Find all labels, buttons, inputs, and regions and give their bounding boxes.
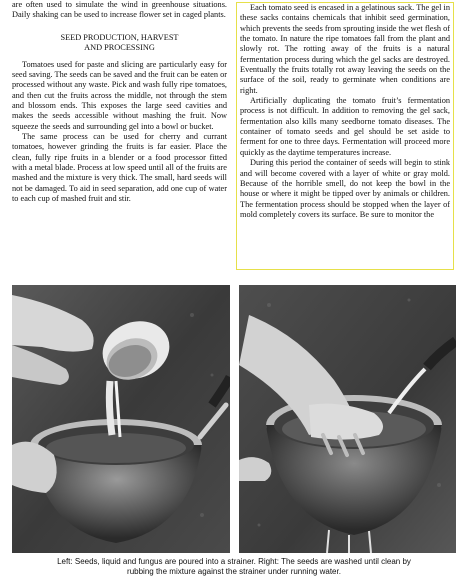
left-text-column [12, 0, 227, 205]
heading-line-1: SEED PRODUCTION, HARVEST [60, 32, 179, 42]
caption-line-1: Left: Seeds, liquid and fungus are poured into a strainer. Right: The seeds are washed until clean by [57, 557, 411, 566]
photo-washing-seeds [239, 285, 456, 553]
caption-line-2: rubbing the mixture against the strainer under running water. [127, 567, 341, 576]
paragraph-cherry-tomatoes: The same process can be used for cherry and currant tomatoes, however grinding the fruits is far easier. Place the clean, fully ripe fruits in a blender or a food processor fitted with a metal blade. Process at low speed until all of the fruits are mashed and the mixture is very thick. The small, hard seeds will not be damaged. To aid in seed separation, add one cup of water to each cup of mashed fruit and stir. [12, 132, 227, 204]
paragraph-fermentation: Artificially duplicating the tomato fruit’s fermentation process is not difficult. In addition to removing the gel sack, fermentation also kills many seedborne tomato diseases. The container of tomato seeds and gel should be set aside to ferment for one to three days. Fermentation will proceed more quickly as the daytime temperatures increase. [240, 96, 450, 157]
photo-pouring-into-strainer [12, 285, 230, 553]
paragraph-paste-tomatoes: Tomatoes used for paste and slicing are particularly easy for seed saving. The seeds can be saved and the fruit can be eaten or processed without any waste. Pick and wash fully ripe tomatoes, and then cut the fruits across the middle, not through the stem and blossom ends. This exposes the large seed cavities and makes the seeds accessible without mashing the fruit. Now squeeze the seeds and surrounding gel into a bowl or bucket. [12, 59, 227, 131]
washing-photo-graphic [239, 285, 456, 553]
paragraph-mold: During this period the container of seeds will begin to stink and will become covered with a layer of white or gray mold. Because of the horrible smell, do not keep the bowl in the house or where it might be tipped over by animals or children. The fermentation process should be stopped when the layer of mold completely covers its surface. Be sure to monitor the [240, 158, 450, 219]
heading-line-2: AND PROCESSING [84, 43, 155, 53]
paragraph-gel-sack: Each tomato seed is encased in a gelatinous sack. The gel in these sacks contains chemicals that inhibit seed germination, which prevents the seeds from sprouting inside the wet flesh of the tomato. In nature the ripe tomatoes fall from the plant and slowly rot. The rotting away of the fruits is a natural fermentation process during which the gel sacks are destroyed. Eventually the fruits totally rot away leaving the seeds on the surface of the soil, ready to germinate when conditions are right. [240, 3, 450, 95]
intro-paragraph: are often used to simulate the wind in greenhouse situations. Daily shaking can be used to increase flower set in caged plants. [12, 0, 227, 20]
figure-caption [12, 557, 456, 577]
pouring-photo-graphic [12, 285, 230, 553]
right-text-column [236, 2, 454, 270]
section-heading [12, 33, 227, 54]
